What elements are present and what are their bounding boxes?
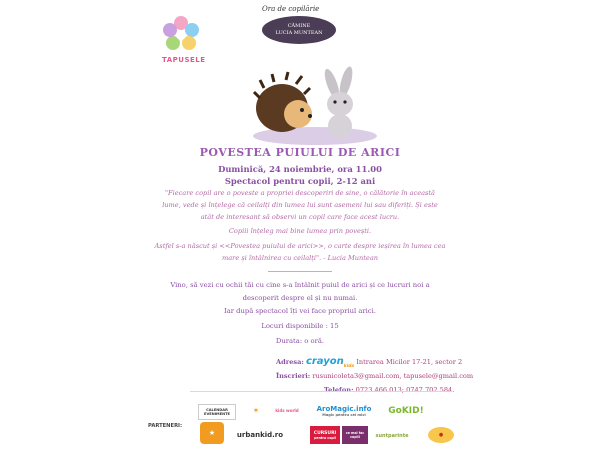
divider [268,271,332,272]
seal-line-2: LUCIA MUNTEAN [275,30,323,36]
phone-text: 0723 466 013; 0747 702 584. [355,386,455,394]
gokid-logo-text: GoKID! [388,406,424,416]
email-label: Înscrieri: [276,372,311,380]
camine-seal [262,16,336,44]
kidsworld-logo[interactable] [272,402,302,418]
seal-line-1: CĂMINE [287,23,311,29]
suntparinte-logo-text: suntparinte [375,433,409,439]
crayon-logo-text: crayon [305,356,344,367]
rabbit-icon [322,65,355,138]
event-date: Duminică, 24 noiembrie, ora 11.00 [218,164,382,174]
event-title: POVESTEA PUIULUI DE ARICI [199,146,401,159]
info-line-3: Iar după spectacol îți vei face propriul arici. [224,307,376,315]
urbankid-logo[interactable] [232,427,288,443]
aromagic-logo[interactable] [313,402,375,420]
address-text: Intrarea Micilor 17-21, sector 2 [356,358,463,366]
brand-name: TAPUSELE [162,56,206,64]
gokid-logo[interactable] [384,402,428,420]
address-label: Adresa: [276,358,304,366]
crayon-kids-logo [306,356,354,367]
partner-oval-logo[interactable] [428,427,454,443]
partner-badge-logo[interactable] [200,422,224,444]
suntparinte-logo[interactable] [372,430,412,442]
phone-row [324,386,454,394]
tapusele-flower-logo [156,14,206,56]
star-icon: ✶ [252,405,260,415]
phone-label: Telefon: [324,386,354,394]
ora-de-copilarie-label: Ora de copilărie [262,5,320,13]
urbankid-logo-text: urbankid.ro [236,431,284,439]
oval-logo-icon: ● [438,432,444,438]
calendar-evenimente-logo[interactable] [198,404,236,420]
quote-line-2: lume, vede și înțelege că ceilalți din lumea lui sunt asemeni lui sau diferiți. Și este [162,201,438,209]
quote-line-4: Copiii înțeleg mai bine lumea prin povești. [228,227,372,235]
info-line-1: Vino, să vezi cu ochii tăi cu cine s-a întâlnit puiul de arici și ce lucruri noi a [170,281,430,289]
kidsworld-logo-text: kids world [275,407,299,413]
calendar-logo-text: CALENDAR EVENIMENTE [204,408,230,416]
aromagic-logo-text: AroMagic.info [316,405,372,413]
quote-line-6: mare și întâlnirea cu ceilalți". - Lucia Muntean [221,254,379,262]
cursuri-logo[interactable] [310,426,340,444]
quote-line-5: Astfel s-a născut și <<Povestea puiului de arici>>, o carte despre ieșirea în lumea cea [154,242,446,250]
quote-line-3: atât de interesant să observi un copil care face acest lucru. [200,213,400,221]
hedgehog-icon [254,72,312,132]
address-row [276,356,462,369]
badge-icon: ★ [208,429,216,437]
kidsworld-star-logo[interactable] [244,403,268,417]
cursuri-logo-text: CURSURI [313,430,337,436]
event-audience: Spectacol pentru copii, 2-12 ani [224,176,376,186]
email-text[interactable]: rusunicoleta3@gmail.com, tapusele@gmail.com [312,372,474,380]
crayon-logo-sub: kids [343,364,355,369]
hedgehog-and-rabbit-illustration [240,58,390,148]
footer-divider [190,391,452,392]
email-row [276,372,473,380]
seats-available: Locuri disponibile : 15 [261,322,339,330]
info-line-2: descoperit despre el și nu numai. [242,294,358,302]
duration: Durata: o oră. [275,337,325,345]
ce-mai-fac-copiii-logo-text: ce mai fac copiii [345,431,365,439]
ce-mai-fac-copiii-logo[interactable] [342,426,368,444]
quote-line-1: "Fiecare copil are o poveste a propriei descoperiri de sine, o călătorie în această [165,189,435,197]
aromagic-logo-sub: Magic pentru cei mici [322,413,366,417]
partners-label: PARTENERI: [148,423,183,429]
cursuri-logo-sub: pentru copii [314,435,336,440]
